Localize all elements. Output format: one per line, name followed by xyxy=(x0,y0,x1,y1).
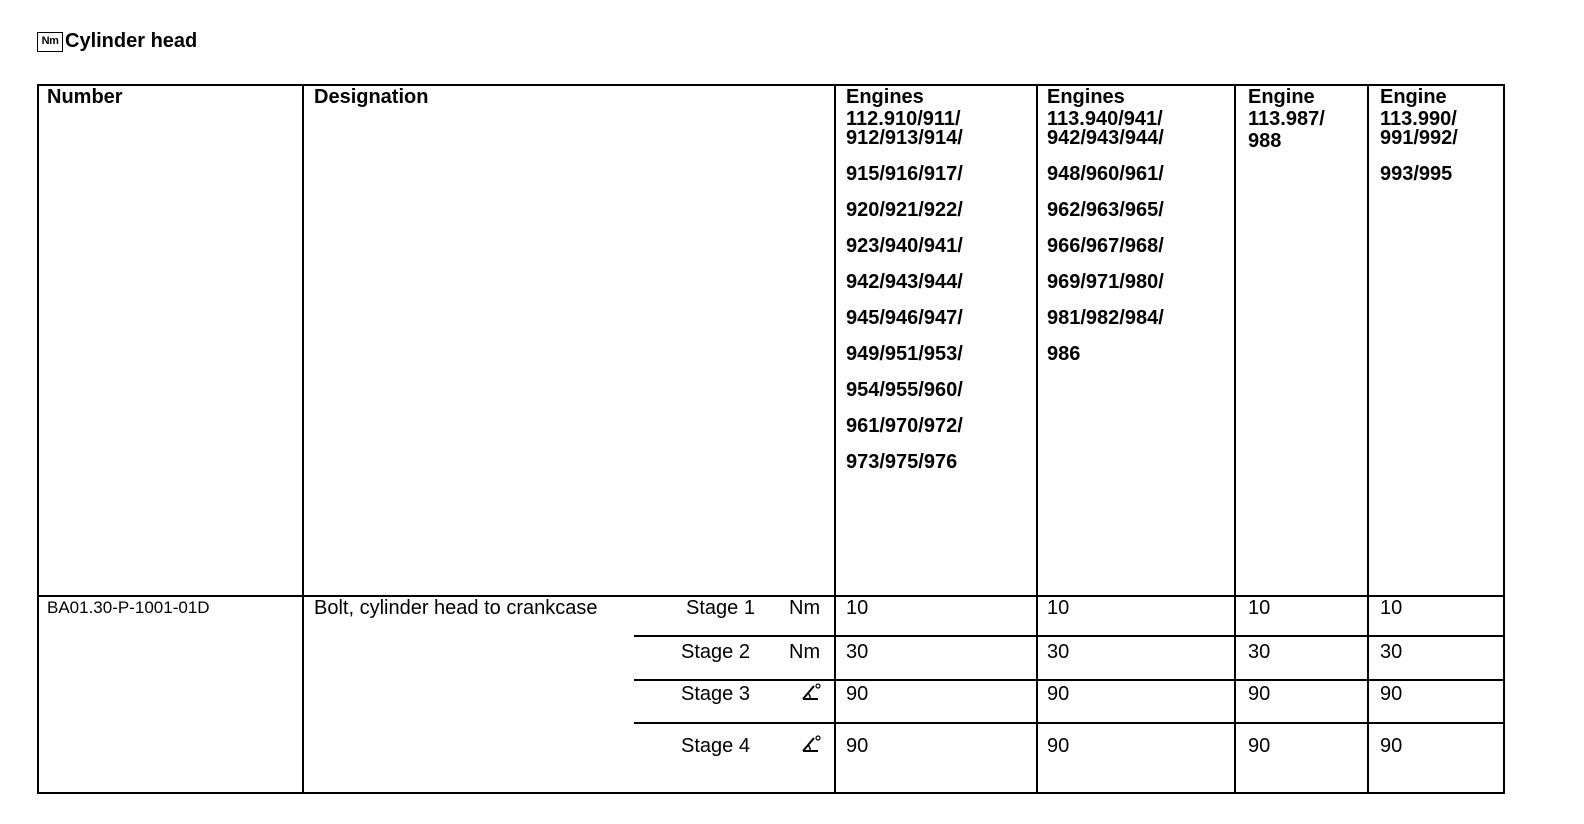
stage-divider xyxy=(634,722,1505,724)
engine-list-line: 945/946/947/ xyxy=(846,307,963,329)
nm-torque-icon: Nm xyxy=(37,32,63,52)
header-engine-113-990-list xyxy=(1380,120,1458,192)
stage-value: 30 xyxy=(1047,641,1070,663)
engine-list-line: 949/951/953/ xyxy=(846,343,963,365)
engine-list-line: 912/913/914/ xyxy=(846,127,963,149)
stage-value: 90 xyxy=(846,735,869,757)
header-label: Engine xyxy=(1248,86,1315,108)
stage-value: 10 xyxy=(846,597,869,619)
engine-list-line: 920/921/922/ xyxy=(846,199,963,221)
header-engine-line: 113.987/ xyxy=(1248,108,1325,130)
header-label: Engines xyxy=(846,86,924,108)
header-engine-113-987 xyxy=(1248,86,1325,152)
stage-divider xyxy=(634,635,1505,637)
header-engine-line: 113.940/941/ xyxy=(1047,108,1163,130)
grid-line xyxy=(1234,84,1236,794)
header-label: Engines xyxy=(1047,86,1125,108)
engine-list-line: 948/960/961/ xyxy=(1047,163,1164,185)
row-designation: Bolt, cylinder head to crankcase xyxy=(314,597,598,619)
header-number: Number xyxy=(47,86,123,108)
engine-list-line: 966/967/968/ xyxy=(1047,235,1164,257)
section-title: Cylinder head xyxy=(65,30,198,52)
stage-value: 90 xyxy=(1248,683,1271,705)
engine-list-line: 981/982/984/ xyxy=(1047,307,1164,329)
header-engines-112-list xyxy=(846,120,963,480)
stage-value: 30 xyxy=(1380,641,1403,663)
engine-list-line: 991/992/ xyxy=(1380,127,1458,149)
stage-value: 30 xyxy=(1248,641,1271,663)
stage-divider xyxy=(634,679,1505,681)
stage-value: 10 xyxy=(1047,597,1070,619)
header-label: Engine xyxy=(1380,86,1447,108)
stage-value: 90 xyxy=(1380,683,1403,705)
engine-list-line: 961/970/972/ xyxy=(846,415,963,437)
stage-label: Stage 3 xyxy=(681,683,750,705)
engine-list-line: 993/995 xyxy=(1380,163,1453,185)
header-engine-line: 113.990/ xyxy=(1380,108,1457,130)
section-heading xyxy=(37,26,197,52)
header-engine-line: 112.910/911/ xyxy=(846,108,961,130)
engine-list-line: 923/940/941/ xyxy=(846,235,963,257)
stage-label: Stage 2 xyxy=(681,641,750,663)
stage-value: 90 xyxy=(1047,683,1070,705)
header-designation: Designation xyxy=(314,86,429,108)
stage-label: Stage 4 xyxy=(681,735,750,757)
grid-line xyxy=(1367,84,1369,794)
grid-line xyxy=(1036,84,1038,794)
grid-line xyxy=(302,84,304,794)
angle-degree-icon xyxy=(800,681,822,708)
stage-value: 10 xyxy=(1380,597,1403,619)
engine-list-line: 942/943/944/ xyxy=(846,271,963,293)
engine-list-line: 954/955/960/ xyxy=(846,379,963,401)
torque-table xyxy=(37,84,1505,794)
stage-label: Stage 1 xyxy=(686,597,755,619)
stage-value: 10 xyxy=(1248,597,1271,619)
grid-line xyxy=(834,84,836,794)
engine-list-line: 942/943/944/ xyxy=(1047,127,1164,149)
angle-degree-icon xyxy=(800,733,822,760)
stage-value: 90 xyxy=(1380,735,1403,757)
header-divider xyxy=(37,595,1505,597)
stage-value: 30 xyxy=(846,641,869,663)
engine-list-line: 986 xyxy=(1047,343,1081,365)
row-number: BA01.30-P-1001-01D xyxy=(47,598,210,617)
engine-list-line: 962/963/965/ xyxy=(1047,199,1164,221)
engine-list-line: 915/916/917/ xyxy=(846,163,963,185)
engine-list-line: 973/975/976 xyxy=(846,451,958,473)
stage-value: 90 xyxy=(1248,735,1271,757)
header-engines-113-940-list xyxy=(1047,120,1164,372)
engine-list-line: 969/971/980/ xyxy=(1047,271,1164,293)
stage-value: 90 xyxy=(846,683,869,705)
stage-unit: Nm xyxy=(789,597,821,619)
stage-value: 90 xyxy=(1047,735,1070,757)
stage-unit: Nm xyxy=(789,641,821,663)
header-engine-line: 988 xyxy=(1248,130,1282,152)
